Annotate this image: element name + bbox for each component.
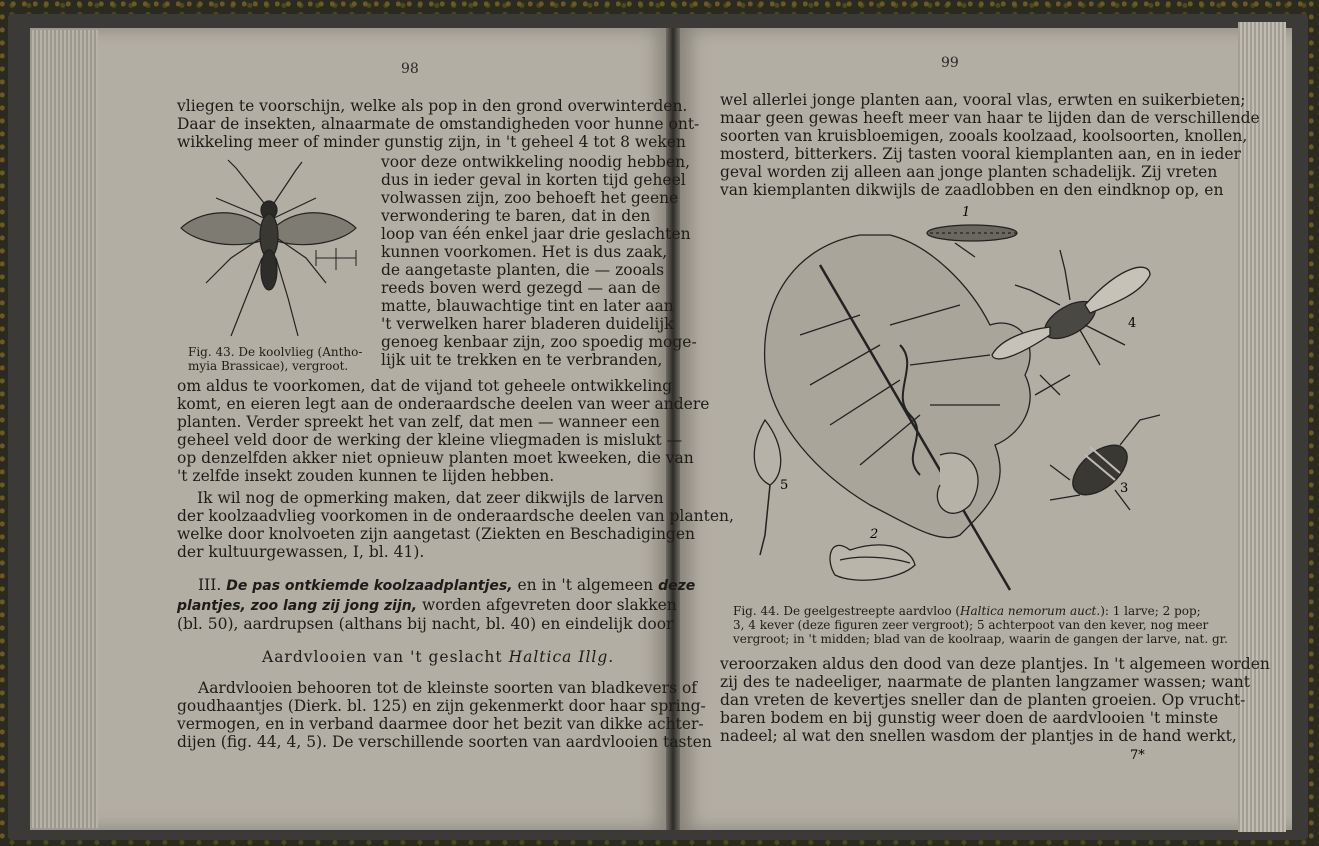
section-3-line-1 [198,576,695,595]
text-line: dus in ieder geval in korten tijd geheel [381,171,686,189]
text-line: wel allerlei jonge planten aan, vooral vlas, erwten en suikerbieten; [720,91,1246,109]
text-line: dan vreten de kevertjes sneller dan de planten groeien. Op vrucht- [720,691,1246,709]
text-line: goudhaantjes (Dierk. bl. 125) en zijn gekenmerkt door haar spring- [177,697,706,715]
fig44-caption: 3, 4 kever (deze figuren zeer vergroot); 5 achterpoot van den kever, nog meer [733,618,1209,632]
fig44-caption [733,604,1201,618]
emphasis-text: De pas ontkiemde koolzaadplantjes, [226,578,513,594]
fig43-fly-illustration [176,158,366,343]
text-line: van kiemplanten dikwijls de zaadlobben en den eindknop op, en [720,181,1224,199]
text-line: vliegen te voorschijn, welke als pop in den grond overwinterden. [177,97,688,115]
text-line: reeds boven werd gezegd — aan de [381,279,661,297]
text-line: soorten van kruisbloemigen, zooals koolzaad, koolsoorten, knollen, [720,127,1248,145]
text-line: Daar de insekten, alnaarmate de omstandigheden voor hunne ont- [177,115,700,133]
text-line: kunnen voorkomen. Het is dus zaak, [381,243,668,261]
text-line: nadeel; al wat den snellen wasdom der plantjes in de hand werkt, [720,727,1237,745]
text-line: Aardvlooien behooren tot de kleinste soorten van bladkevers of [198,679,698,697]
left-page-number: 98 [401,61,419,77]
text-line: om aldus te voorkomen, dat de vijand tot geheele ontwikkeling [177,377,673,395]
text-line: baren bodem en bij gunstig weer doen de aardvlooien 't minste [720,709,1219,727]
fig44-caption: vergroot; in 't midden; blad van de koolraap, waarin de gangen der larve, nat. gr. [733,632,1228,646]
fig44-label-2: 2 [870,527,879,542]
text-line: veroorzaken aldus den dood van deze plantjes. In 't algemeen worden [720,655,1270,673]
text-line: op denzelfden akker niet opnieuw planten moet kweeken, die van [177,449,694,467]
text-line: volwassen zijn, zoo behoeft het geene [381,189,679,207]
fig44-label-1: 1 [962,205,971,220]
text-line: komt, en eieren legt aan de onderaardsche deelen van weer andere [177,395,710,413]
signature-mark: 7* [1130,748,1145,763]
text-line: zij des te nadeeliger, naarmate de planten langzamer wassen; want [720,673,1250,691]
text-line: welke door knolvoeten zijn aangetast (Ziekten en Beschadigingen [177,525,696,543]
emphasis-text: deze [658,578,696,594]
left-page-edges [30,30,98,828]
text-line: der kultuurgewassen, I, bl. 41). [177,543,425,561]
text-line: voor deze ontwikkeling noodig hebben, [381,153,691,171]
emphasis-text: plantjes, zoo lang zij jong zijn, [177,598,418,614]
fig44-label-5: 5 [780,478,789,493]
section-number: III. [198,576,222,594]
fig44-label-3: 3 [1120,481,1129,496]
text-line: (bl. 50), aardrupsen (althans bij nacht, bl. 40) en eindelijk door [177,615,674,633]
text-line: 't verwelken harer bladeren duidelijk [381,315,674,333]
body-text: worden afgevreten door slakken [421,596,677,614]
body-text: en in 't algemeen [517,576,654,594]
fig43-caption: myia Brassicae), vergroot. [188,359,349,373]
heading-genus: Haltica Illg. [508,648,615,666]
section-heading [262,648,614,666]
heading-text: Aardvlooien van 't geslacht [262,648,503,666]
fig43-caption: Fig. 43. De koolvlieg (Antho- [188,345,363,359]
fig44-flea-beetle-illustration [740,205,1170,600]
text-line: dijen (fig. 44, 4, 5). De verschillende soorten van aardvlooien tasten [177,733,712,751]
text-line: de aangetaste planten, die — zooals [381,261,665,279]
text-line: wikkeling meer of minder gunstig zijn, in 't geheel 4 tot 8 weken [177,133,686,151]
text-line: vermogen, en in verband daarmee door het bezit van dikke achter- [177,715,704,733]
text-line: der koolzaadvlieg voorkomen in de onderaardsche deelen van planten, [177,507,734,525]
text-line: 't zelfde insekt zouden kunnen te lijden hebben. [177,467,555,485]
text-line: planten. Verder spreekt het van zelf, dat men — wanneer een [177,413,660,431]
text-line: geheel veld door de werking der kleine vliegmaden is mislukt — [177,431,683,449]
section-3-line-2 [177,596,677,615]
text-line: geval worden zij alleen aan jonge planten schadelijk. Zij vreten [720,163,1218,181]
text-line: Ik wil nog de opmerking maken, dat zeer dikwijls de larven [197,489,664,507]
caption-species: Haltica nemorum auct. [960,604,1101,618]
text-line: loop van één enkel jaar drie geslachten [381,225,691,243]
text-line: verwondering te baren, dat in den [381,207,651,225]
text-line: lijk uit te trekken en te verbranden, [381,351,663,369]
text-line: matte, blauwachtige tint en later aan [381,297,674,315]
fig44-label-4: 4 [1128,316,1137,331]
text-line: genoeg kenbaar zijn, zoo spoedig moge- [381,333,697,351]
text-line: maar geen gewas heeft meer van haar te lijden dan de verschillende [720,109,1260,127]
caption-text: ): 1 larve; 2 pop; [1100,604,1201,618]
text-line: mosterd, bitterkers. Zij tasten vooral kiemplanten aan, en in ieder [720,145,1241,163]
caption-text: Fig. 44. De geelgestreepte aardvloo ( [733,604,961,618]
right-page-number: 99 [941,55,959,71]
